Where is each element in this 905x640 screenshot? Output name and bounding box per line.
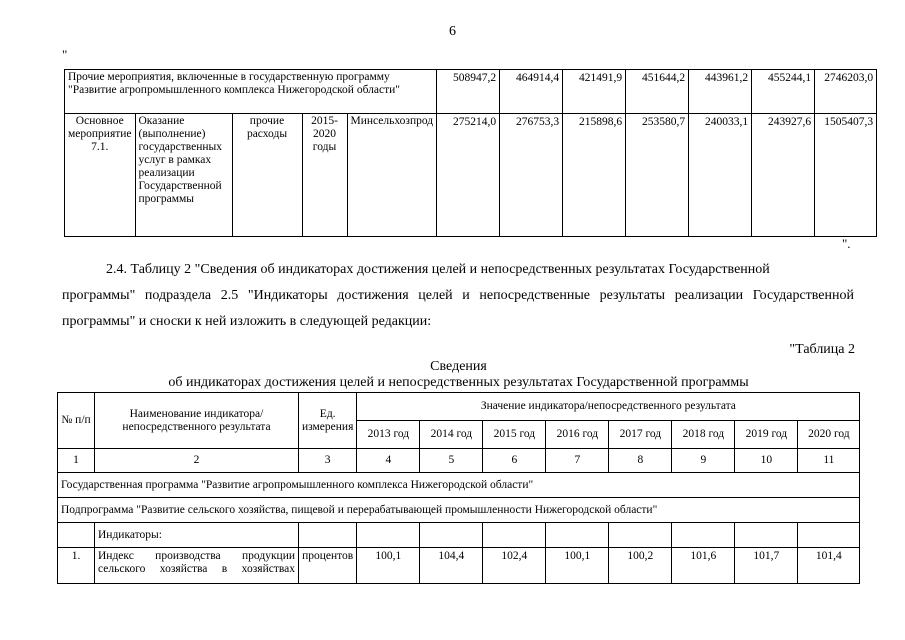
- row-num: 1.: [58, 548, 95, 584]
- empty-cell: [546, 523, 609, 548]
- table-number-label: "Таблица 2: [789, 342, 855, 357]
- header-year: 2019 год: [735, 421, 798, 449]
- column-number: 5: [420, 449, 483, 473]
- table1-cell: 276753,3: [500, 114, 563, 237]
- empty-cell: [735, 523, 798, 548]
- table1-row1-label: Прочие мероприятия, включенные в государственную программу "Развитие агропромышленного комплекса Нижегородской области": [65, 70, 437, 114]
- empty-cell: [299, 523, 357, 548]
- column-number: 2: [95, 449, 299, 473]
- indicator-value: 101,6: [672, 548, 735, 584]
- table-caption-subtitle: об индикаторах достижения целей и непосредственных результатах Государственной программы: [168, 375, 749, 390]
- header-year: 2015 год: [483, 421, 546, 449]
- column-number: 1: [58, 449, 95, 473]
- table2-program-row: [58, 473, 860, 498]
- empty-cell: [357, 523, 420, 548]
- indicator-value: 100,2: [609, 548, 672, 584]
- empty-cell: [420, 523, 483, 548]
- column-number: 3: [299, 449, 357, 473]
- amendment-paragraph: [62, 257, 854, 335]
- table1-cell: 1505407,3: [815, 114, 877, 237]
- header-year: 2014 год: [420, 421, 483, 449]
- column-number: 9: [672, 449, 735, 473]
- table1-cell: 275214,0: [437, 114, 500, 237]
- empty-cell: [58, 523, 95, 548]
- table2-subprogram-row: [58, 498, 860, 523]
- empty-cell: [798, 523, 860, 548]
- indicator-value: 101,7: [735, 548, 798, 584]
- table1-activity-code: Основное мероприятие 7.1.: [65, 114, 136, 237]
- paragraph-line-2: программы" подраздела 2.5 "Индикаторы достижения целей и непосредственные результаты реализации Государственной: [62, 288, 854, 303]
- table1-row-other-activities: [65, 70, 877, 114]
- header-year: 2016 год: [546, 421, 609, 449]
- table1-cell: 240033,1: [689, 114, 752, 237]
- table1-cell: 2746203,0: [815, 70, 877, 114]
- table-caption-title: Сведения: [430, 359, 487, 374]
- closing-quote: ".: [842, 236, 851, 251]
- header-num: № п/п: [58, 393, 95, 449]
- indicator-value: 100,1: [357, 548, 420, 584]
- empty-cell: [672, 523, 735, 548]
- column-number: 7: [546, 449, 609, 473]
- table1-period: 2015-2020 годы: [302, 114, 347, 237]
- table1-cell: 253580,7: [626, 114, 689, 237]
- indicator-value: 101,4: [798, 548, 860, 584]
- expenses-table-fragment: [64, 69, 877, 237]
- table1-cell: 455244,1: [752, 70, 815, 114]
- table1-activity-name: Оказание (выполнение) государственных услуг в рамках реализации Государственной программы: [135, 114, 232, 237]
- table1-executor: Минсельхозпрод: [347, 114, 437, 237]
- table1-cell: 215898,6: [563, 114, 626, 237]
- header-year: 2020 год: [798, 421, 860, 449]
- table1-cell: 243927,6: [752, 114, 815, 237]
- header-year: 2018 год: [672, 421, 735, 449]
- header-year: 2013 год: [357, 421, 420, 449]
- table-row: [58, 548, 860, 584]
- header-value-group: Значение индикатора/непосредственного результата: [357, 393, 860, 421]
- header-unit: Ед. измерения: [299, 393, 357, 449]
- paragraph-line-3: программы" и сноски к ней изложить в следующей редакции:: [62, 314, 432, 329]
- table1-cell: 421491,9: [563, 70, 626, 114]
- page-number: 6: [449, 24, 456, 39]
- table2-column-numbers: [58, 449, 860, 473]
- table1-row-main-activity: [65, 114, 877, 237]
- subprogram-title: Подпрограмма "Развитие сельского хозяйства, пищевой и перерабатывающей промышленности Нижегородской области": [58, 498, 860, 523]
- header-year: 2017 год: [609, 421, 672, 449]
- empty-cell: [483, 523, 546, 548]
- table2-indicators-row: [58, 523, 860, 548]
- indicator-name: Индекс производства продукции сельского хозяйства в хозяйствах: [95, 548, 299, 584]
- column-number: 11: [798, 449, 860, 473]
- column-number: 8: [609, 449, 672, 473]
- program-title: Государственная программа "Развитие агропромышленного комплекса Нижегородской области": [58, 473, 860, 498]
- table1-cell: 464914,4: [500, 70, 563, 114]
- header-indicator-name: Наименование индикатора/непосредственного результата: [95, 393, 299, 449]
- table1-cell: 508947,2: [437, 70, 500, 114]
- indicators-table: [57, 392, 860, 584]
- table1-cell: 451644,2: [626, 70, 689, 114]
- table2-header-row-1: [58, 393, 860, 421]
- paragraph-line-1: 2.4. Таблицу 2 "Сведения об индикаторах достижения целей и непосредственных результатах Государственной: [106, 262, 770, 277]
- indicators-label: Индикаторы:: [95, 523, 299, 548]
- indicator-value: 100,1: [546, 548, 609, 584]
- table1-expense-type: прочие расходы: [232, 114, 302, 237]
- empty-cell: [609, 523, 672, 548]
- column-number: 6: [483, 449, 546, 473]
- table1-cell: 443961,2: [689, 70, 752, 114]
- indicator-value: 104,4: [420, 548, 483, 584]
- column-number: 4: [357, 449, 420, 473]
- indicator-value: 102,4: [483, 548, 546, 584]
- column-number: 10: [735, 449, 798, 473]
- indicator-unit: процентов: [299, 548, 357, 584]
- opening-quote: ": [62, 47, 68, 62]
